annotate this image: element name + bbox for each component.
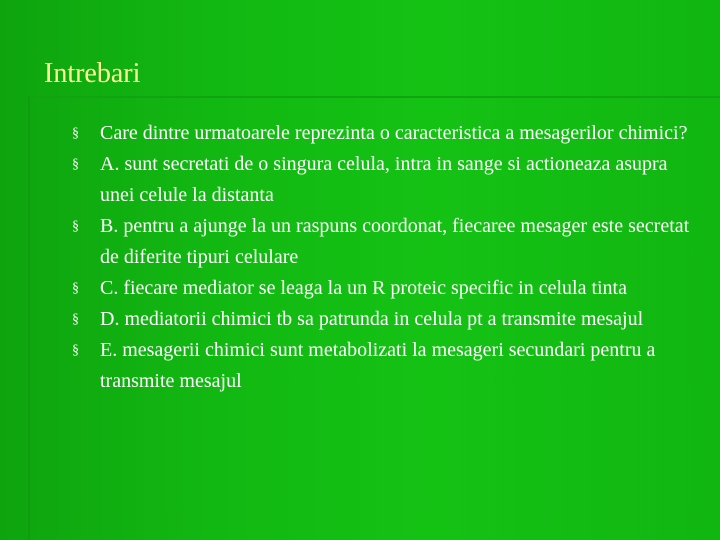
question-text: Care dintre urmatoarele reprezinta o caracteristica a mesagerilor chimici? bbox=[100, 122, 688, 144]
decorative-top-line bbox=[30, 96, 720, 98]
list-item bbox=[72, 304, 696, 335]
decorative-left-line bbox=[28, 96, 30, 540]
slide-title: Intrebari bbox=[44, 58, 141, 89]
answer-b-text: B. pentru a ajunge la un raspuns coordonat, fiecaree mesager este secretat de diferite tipuri celulare bbox=[100, 215, 690, 268]
question-list bbox=[72, 118, 696, 397]
list-item bbox=[72, 118, 696, 149]
answer-e-text: E. mesagerii chimici sunt metabolizati la mesageri secundari pentru a transmite mesajul bbox=[100, 339, 656, 392]
answer-a-text: A. sunt secretati de o singura celula, intra in sange si actioneaza asupra unei celule la distanta bbox=[100, 153, 668, 206]
bullet-icon: § bbox=[72, 281, 79, 296]
list-item bbox=[72, 273, 696, 304]
answer-d-text: D. mediatorii chimici tb sa patrunda in celula pt a transmite mesajul bbox=[100, 308, 644, 330]
bullet-icon: § bbox=[72, 126, 79, 141]
answer-c-text: C. fiecare mediator se leaga la un R proteic specific in celula tinta bbox=[100, 277, 627, 299]
bullet-icon: § bbox=[72, 157, 79, 172]
bullet-icon: § bbox=[72, 312, 79, 327]
list-item bbox=[72, 335, 696, 397]
list-item bbox=[72, 211, 696, 273]
bullet-icon: § bbox=[72, 219, 79, 234]
list-item bbox=[72, 149, 696, 211]
bullet-icon: § bbox=[72, 343, 79, 358]
